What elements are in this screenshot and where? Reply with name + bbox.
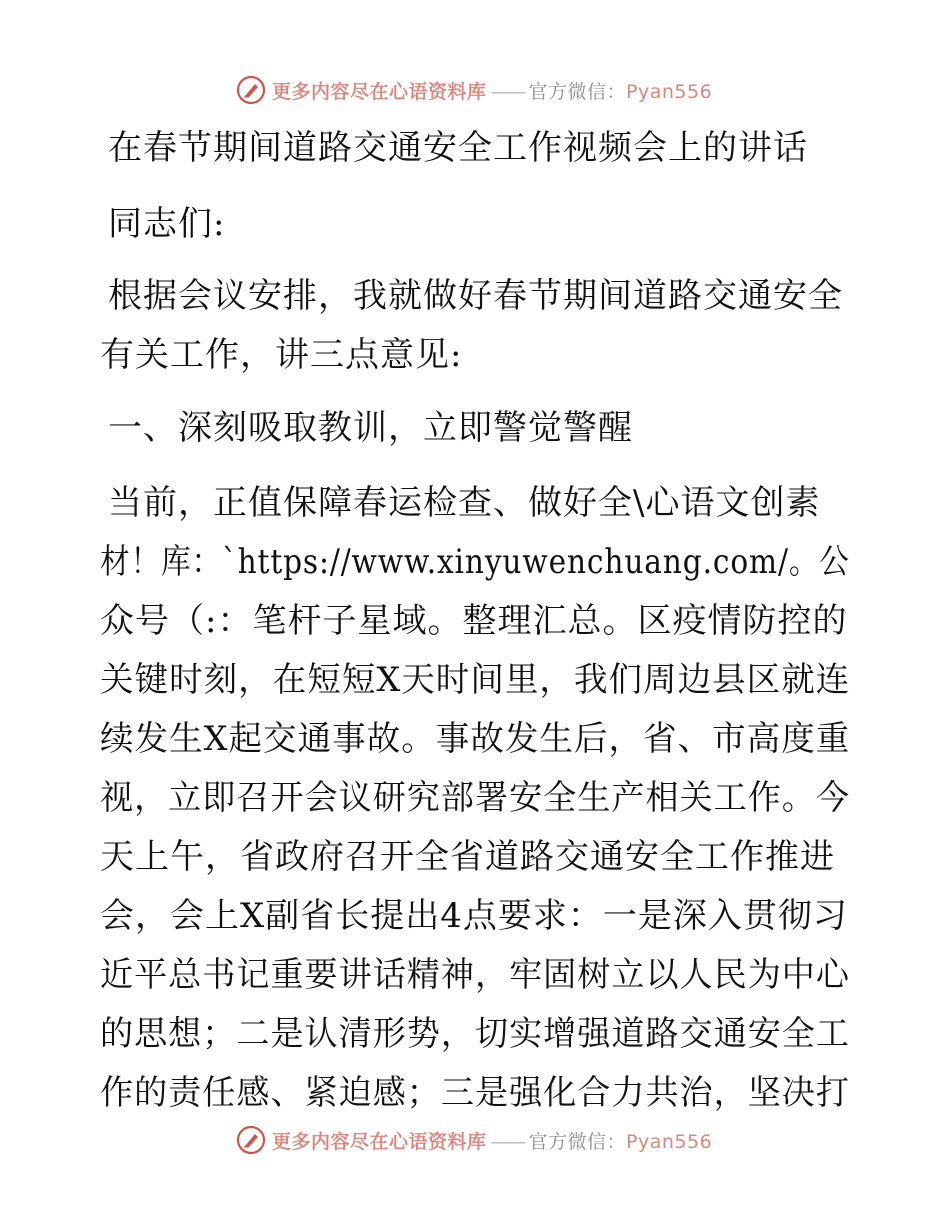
watermark-text xyxy=(272,77,712,104)
body-line: 续发生X起交通事故。事故发生后，省、市高度重 xyxy=(100,719,851,759)
body-line: 会，会上X副省长提出4点要求：一是深入贯彻习 xyxy=(100,896,848,936)
body-line: 的思想；二是认清形势，切实增强道路交通安全工 xyxy=(100,1014,850,1054)
watermark-banner-top xyxy=(236,72,713,108)
watermark-wechat-id: Pyan556 xyxy=(626,1130,713,1153)
watermark-dash: —— xyxy=(490,1130,525,1153)
salutation: 同志们: xyxy=(108,204,226,244)
watermark-official-label: 官方微信： xyxy=(528,80,627,103)
watermark-banner-bottom xyxy=(236,1122,713,1158)
watermark-brand: 更多内容尽在心语资料库 xyxy=(272,80,487,103)
watermark-brand: 更多内容尽在心语资料库 xyxy=(272,1130,487,1153)
body-line: 天上午，省政府召开全省道路交通安全工作推进 xyxy=(100,837,835,877)
section-heading-1: 一、深刻吸取教训，立即警觉警醒 xyxy=(108,408,633,448)
document-title: 在春节期间道路交通安全工作视频会上的讲话 xyxy=(108,128,808,168)
body-line: 视，立即召开会议研究部署安全生产相关工作。今 xyxy=(100,778,850,818)
body-line: 材！库：`https://www.xinyuwenchuang.com/。公 xyxy=(100,542,850,582)
pen-nib-logo-icon xyxy=(236,75,266,105)
watermark-wechat-id: Pyan556 xyxy=(626,80,713,103)
body-line: 关键时刻，在短短X天时间里，我们周边县区就连 xyxy=(100,660,851,700)
body-line: 当前，正值保障春运检查、做好全\心语文创素 xyxy=(108,483,821,523)
intro-line-1: 根据会议安排，我就做好春节期间道路交通安全 xyxy=(108,276,843,316)
watermark-text xyxy=(272,1127,712,1154)
watermark-official-label: 官方微信： xyxy=(528,1130,627,1153)
pen-nib-logo-icon xyxy=(236,1125,266,1155)
intro-line-2: 有关工作，讲三点意见: xyxy=(100,335,463,375)
body-line: 作的责任感、紧迫感；三是强化合力共治，坚决打 xyxy=(100,1073,850,1113)
watermark-dash: —— xyxy=(490,80,525,103)
body-line: 近平总书记重要讲话精神，牢固树立以人民为中心 xyxy=(100,955,850,995)
body-line: 众号（:：笔杆子星域。整理汇总。区疫情防控的 xyxy=(100,601,848,641)
